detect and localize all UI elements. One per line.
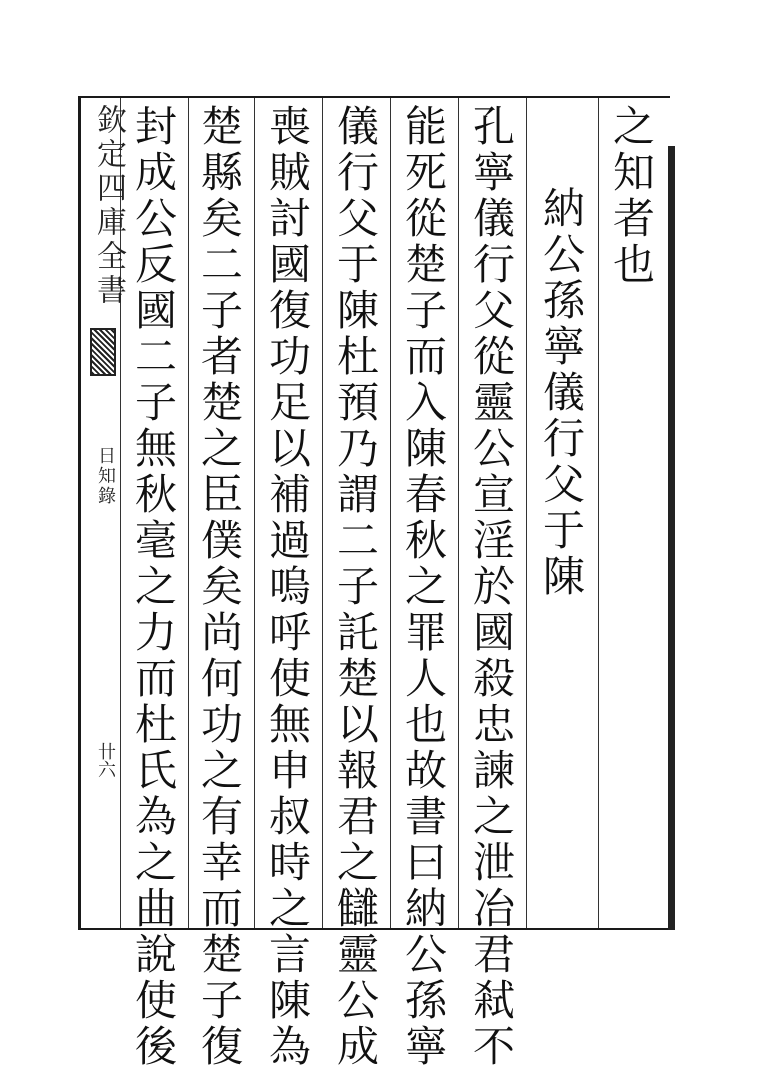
frame-left-rule [78, 96, 81, 930]
text-column-7: 楚縣矣二子者楚之臣僕矣尚何功之有幸而楚子復 [195, 104, 244, 1070]
edge-collection-title: 欽定四庫全書 [91, 104, 126, 308]
column-separator [254, 98, 255, 928]
text-column-1: 之知者也 [607, 104, 656, 288]
text-column-6: 喪賊討國復功足以補過嗚呼使無申叔時之言陳為 [263, 104, 312, 1070]
text-column-2: 納公孫寧儀行父于陳 [537, 186, 586, 600]
text-column-3: 孔寧儀行父從靈公宣淫於國殺忠諫之泄冶君弒不 [467, 104, 516, 1070]
column-separator [598, 98, 599, 928]
edge-book-title: 日知錄 [95, 446, 116, 506]
column-separator [526, 98, 527, 928]
text-column-8: 封成公反國二子無秋毫之力而杜氏為之曲說使後 [129, 104, 178, 1070]
column-separator [188, 98, 189, 928]
edge-fish-tail-mark [90, 328, 116, 376]
frame-right-rule [668, 146, 675, 930]
text-column-4: 能死從楚子而入陳春秋之罪人也故書曰納公孫寧 [399, 104, 448, 1070]
column-separator [458, 98, 459, 928]
column-separator [322, 98, 323, 928]
edge-page-number: 卄六 [95, 742, 116, 778]
text-column-5: 儀行父于陳杜預乃謂二子託楚以報君之讎靈公成 [331, 104, 380, 1070]
column-separator [390, 98, 391, 928]
frame-top-rule [80, 96, 670, 98]
